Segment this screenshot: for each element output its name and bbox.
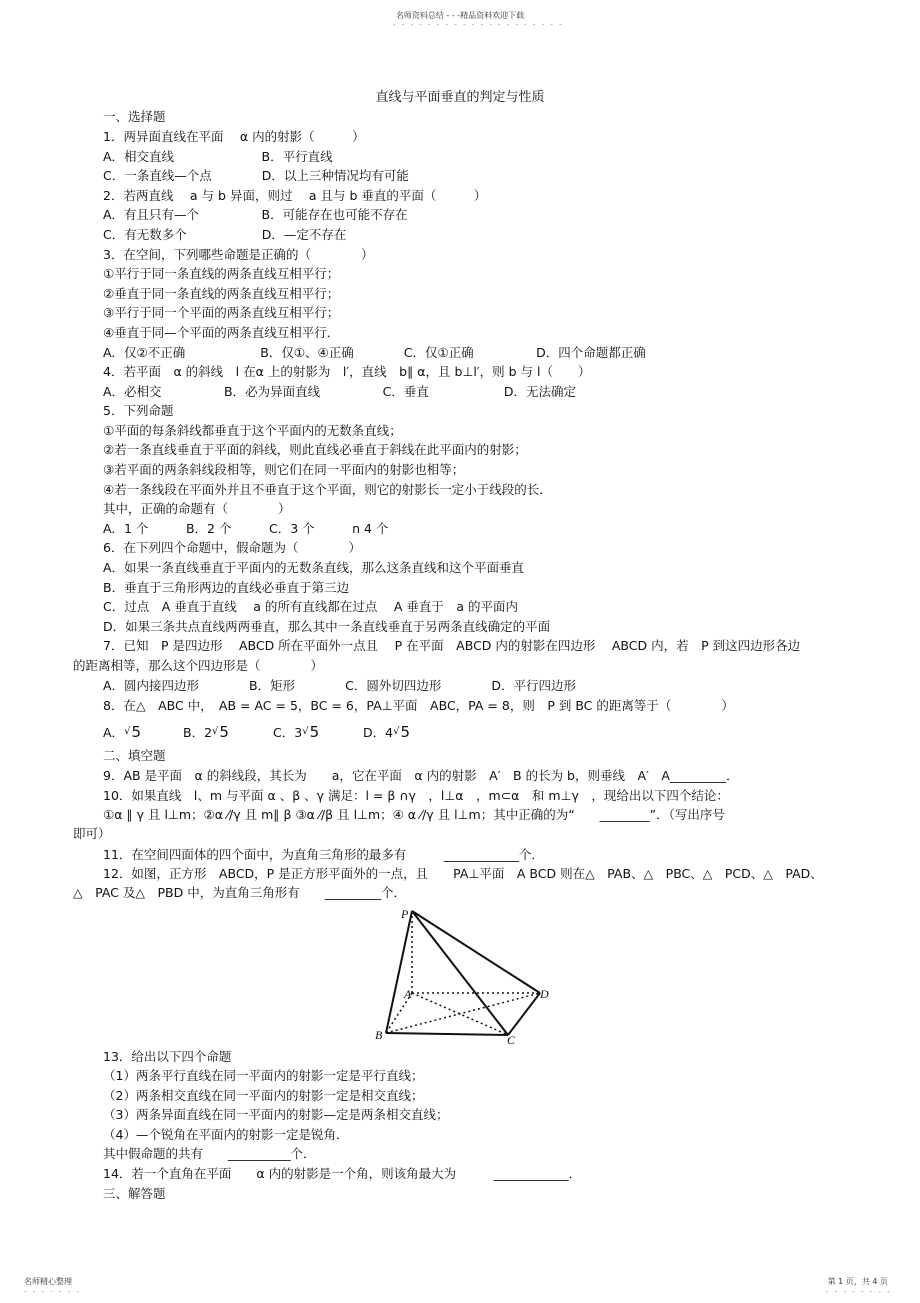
statement-line: （2）两条相交直线在同一平面内的射影一定是相交直线；: [103, 1088, 424, 1103]
option-line: A．必相交 B．必为异面直线 C．垂直 D．无法确定: [103, 384, 576, 399]
option-c: C．3√5: [273, 723, 320, 741]
question-text: 10．如果直线 l、m 与平面 α 、β 、γ 满足：l = β ∩γ ，l⊥α ，m⊂α 和 m⊥γ ，现给出以下四个结论：: [103, 788, 729, 803]
option-a: A．√5: [103, 723, 141, 741]
question-text: ①α ∥ γ 且 l⊥m；②α ⁄∕γ 且 m∥ β ③α ⁄∕β 且 l⊥m；④ α ⁄∕γ 且 l⊥m；其中正确的为“ ________”．（写出序号: [103, 807, 725, 822]
footer-dots-right: - - - - - - - -: [826, 1288, 892, 1296]
statement-line: ④垂直于同—个平面的两条直线互相平行．: [103, 325, 340, 340]
question-text: 14．若一个直角在平面 α 内的射影是一个角，则该角最大为 ____________．: [103, 1166, 582, 1181]
option-line: A．仅②不正确 B．仅①、④正确 C．仅①正确 D．四个命题都正确: [103, 345, 646, 360]
option-line: D．如果三条共点直线两两垂直，那么其中一条直线垂直于另两条直线确定的平面: [103, 619, 551, 634]
statement-line: ①平面的每条斜线都垂直于这个平面内的无数条直线；: [103, 423, 402, 438]
label-c: C: [507, 1033, 516, 1045]
statement-line: ①平行于同一条直线的两条直线互相平行；: [103, 266, 340, 281]
option-line: A．如果一条直线垂直于平面内的无数条直线，那么这条直线和这个平面垂直: [103, 560, 525, 575]
option-d: D．4√5: [363, 723, 411, 741]
statement-line: ④若一条线段在平面外并且不垂直于这个平面，则它的射影长一定小于线段的长．: [103, 482, 552, 497]
question-text: 2．若两直线 a 与 b 异面，则过 a 且与 b 垂直的平面（ ）: [103, 188, 487, 203]
statement-line: （4）—个锐角在平面内的射影一定是锐角．: [103, 1127, 349, 1142]
option-line: C．过点 A 垂直于直线 a 的所有直线都在过点 A 垂直于 a 的平面内: [103, 599, 518, 614]
question-text: 即可）: [73, 826, 111, 841]
pyramid-figure: [372, 905, 562, 1045]
page-number: 第 1 页，共 4 页: [827, 1277, 888, 1286]
label-a: A: [404, 987, 412, 1001]
option-line: C．有无数多个 D．—定不存在: [103, 227, 347, 242]
option-line: A．1 个 B．2 个 C．3 个 n 4 个: [103, 521, 389, 536]
edge-bc: [386, 1033, 508, 1035]
footer-left: 名师精心整理: [24, 1277, 72, 1286]
question-text: 的距离相等，那么这个四边形是（ ）: [73, 658, 324, 673]
option-line: C．一条直线—个点 D．以上三种情况均有可能: [103, 168, 409, 183]
section-heading: 三、解答题: [103, 1186, 166, 1201]
label-d: D: [540, 987, 549, 1001]
statement-line: ③平行于同一个平面的两条直线互相平行；: [103, 305, 340, 320]
option-line: B．垂直于三角形两边的直线必垂直于第三边: [103, 580, 350, 595]
question-text: 6．在下列四个命题中，假命题为（ ）: [103, 540, 361, 555]
edge-pb: [386, 911, 412, 1033]
option-line: A．相交直线 B．平行直线: [103, 149, 333, 164]
question-text: 12．如图，正方形 ABCD，P 是正方形平面外的一点，且 PA⊥平面 A BCD 则在△ PAB、△ PBC、△ PCD、△ PAD、: [103, 866, 823, 881]
label-b: B: [375, 1028, 383, 1042]
label-p: P: [401, 907, 409, 921]
section-heading: 一、选择题: [103, 109, 166, 124]
option-line: A．有且只有—个 B．可能存在也可能不存在: [103, 207, 408, 222]
statement-line: ②若一条直线垂直于平面的斜线，则此直线必垂直于斜线在此平面内的射影；: [103, 442, 527, 457]
statement-line: （1）两条平行直线在同一平面内的射影一定是平行直线；: [103, 1068, 424, 1083]
statement-line: ③若平面的两条斜线段相等，则它们在同一平面内的射影也相等；: [103, 462, 465, 477]
question-text: 8．在△ ABC 中， AB = AC = 5，BC = 6，PA⊥平面 ABC，PA = 8，则 P 到 BC 的距离等于（ ）: [103, 698, 734, 713]
question-text: 4．若平面 α 的斜线 l 在α 上的射影为 l′，直线 b∥ α，且 b⊥l′，则 b 与 l（ ）: [103, 364, 591, 379]
edge-pd: [412, 911, 540, 993]
edge-pc: [412, 911, 508, 1035]
question-text: 11．在空间四面体的四个面中，为直角三角形的最多有 ____________个．: [103, 847, 544, 862]
question-text: 7．已知 P 是四边形 ABCD 所在平面外一点且 P 在平面 ABCD 内的射影在四边形 ABCD 内，若 P 到这四边形各边: [103, 638, 801, 653]
statement-line: ②垂直于同一条直线的两条直线互相平行；: [103, 286, 340, 301]
question-text: 13．给出以下四个命题: [103, 1049, 232, 1064]
question-text: △ PAC 及△ PBD 中，为直角三角形有 _________个．: [73, 885, 406, 900]
question-text: 3．在空间，下列哪些命题是正确的（ ）: [103, 247, 374, 262]
option-line: A．圆内接四边形 B．矩形 C．圆外切四边形 D．平行四边形: [103, 678, 576, 693]
question-text: 其中，正确的命题有（ ）: [103, 501, 291, 516]
question-text: 其中假命题的共有 __________个．: [103, 1146, 316, 1161]
header-dots: - - - - - - - - - - - - - - - - - - - -: [393, 21, 564, 29]
statement-line: （3）两条异面直线在同一平面内的射影—定是两条相交直线；: [103, 1107, 449, 1122]
page-header: 名师资料总结 - - -精品资料欢迎下载: [395, 11, 525, 20]
section-heading: 二、填空题: [103, 748, 166, 763]
option-b: B．2√5: [183, 723, 229, 741]
question-text: 9．AB 是平面 α 的斜线段，其长为 a，它在平面 α 内的射影 A′ B 的长为 b，则垂线 A′ A_________．: [103, 768, 739, 783]
question-text: 5．下列命题: [103, 403, 174, 418]
footer-dots-left: - - - - - - -: [24, 1288, 82, 1296]
document-title: 直线与平面垂直的判定与性质: [375, 90, 545, 105]
question-text: 1．两异面直线在平面 α 内的射影（ ）: [103, 129, 365, 144]
